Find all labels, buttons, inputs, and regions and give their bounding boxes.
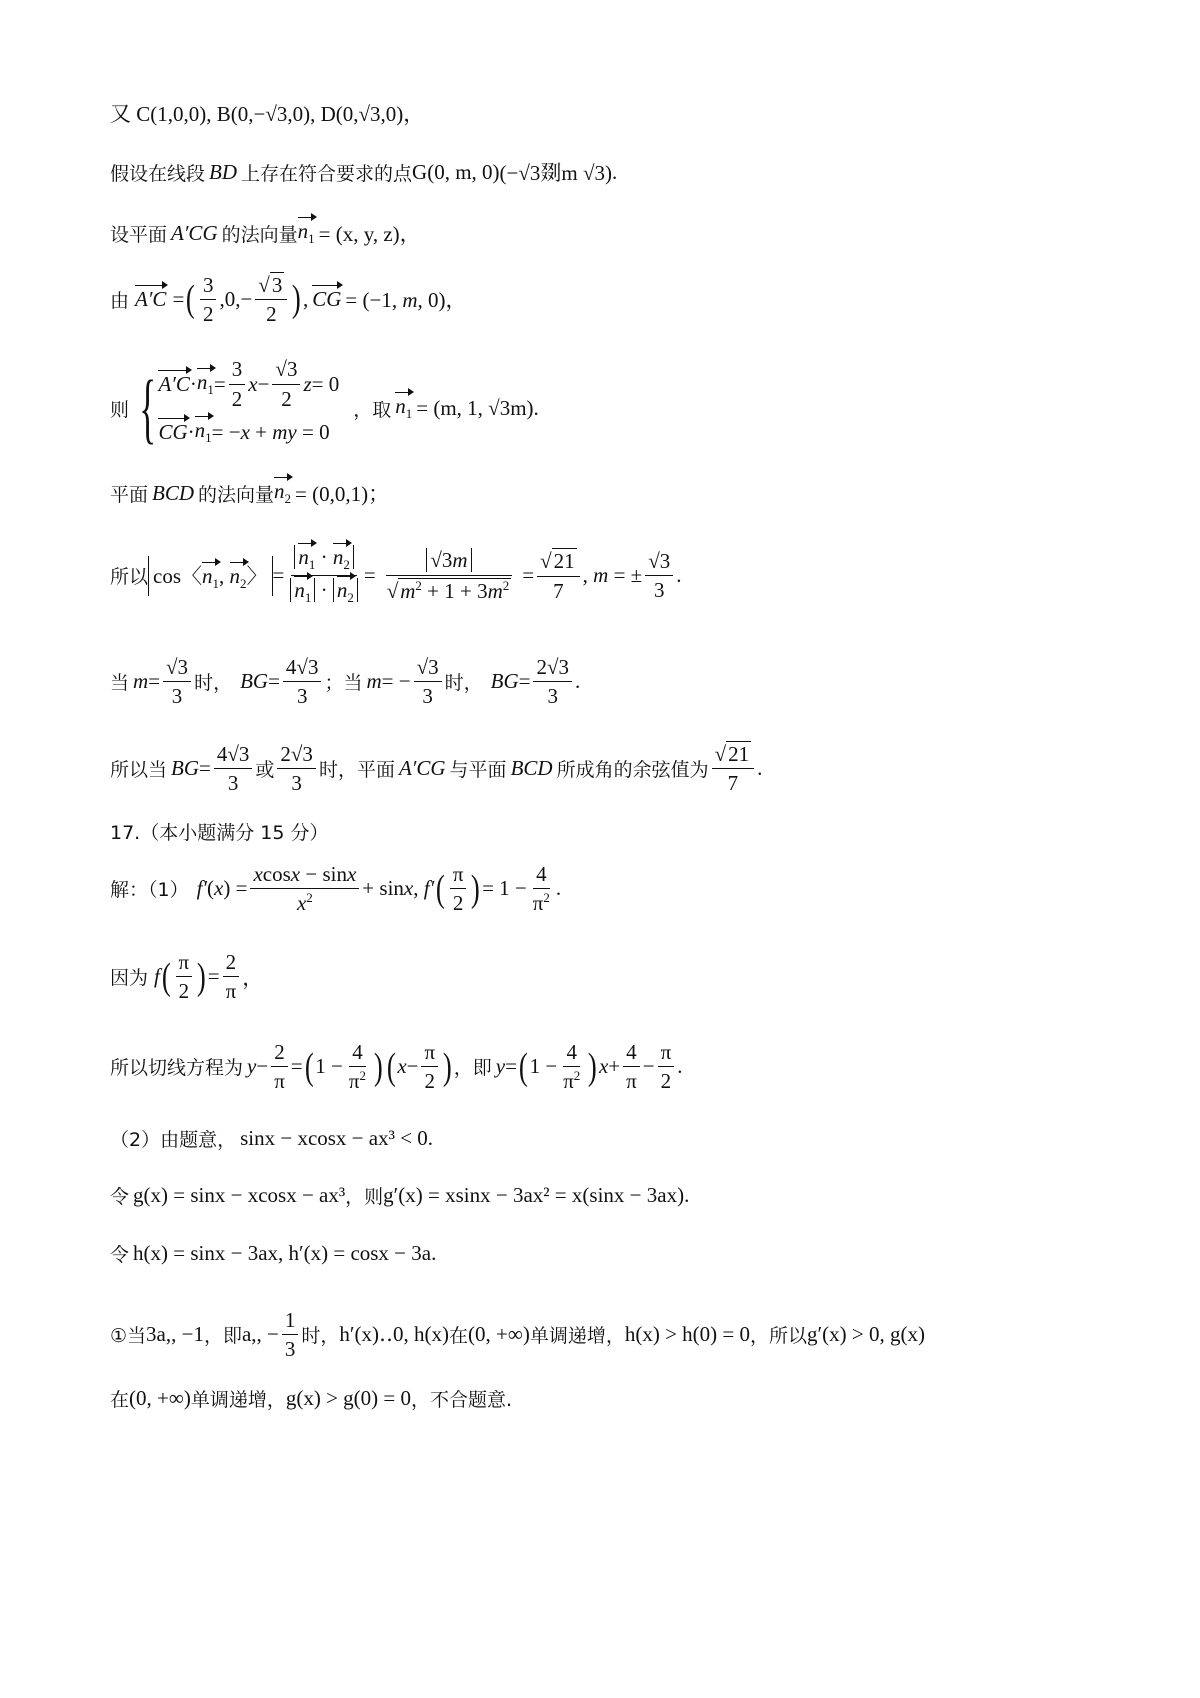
g-then: ，则 bbox=[345, 1186, 384, 1208]
conc-shi: 时，平面 bbox=[318, 758, 395, 781]
g-expr: g(x) = sinx − xcosx − ax³ bbox=[133, 1183, 346, 1207]
case1-p4: 在 bbox=[449, 1325, 469, 1348]
case1-p2: ，即 bbox=[203, 1325, 242, 1348]
assume-end: . bbox=[612, 159, 618, 184]
tangent-prefix: 所以切线方程为 bbox=[110, 1057, 244, 1080]
ze-prefix: 则 bbox=[110, 398, 130, 421]
case1-p6: ，所以 bbox=[750, 1325, 808, 1348]
case1-e6: g′(x) > 0, g(x) bbox=[807, 1322, 925, 1347]
vec-ac: A′C bbox=[135, 286, 167, 311]
shi-2: 时， bbox=[444, 672, 483, 695]
normal-mid: 的法向量 bbox=[221, 223, 298, 246]
case1-p5: 单调递增， bbox=[529, 1325, 625, 1348]
jie-prefix: 解：（1） bbox=[110, 879, 189, 902]
line-normal-vector bbox=[110, 218, 421, 248]
line-case1: ①当 3a,, −1 ，即 a,, − $\frac{1}{3}$ 时， h′(x)‥0, h(x) 在 (0, +∞) 单调递增， h(x) > h(0) = 0 ，所以 g′(x) > 0, g(x) bbox=[110, 1308, 925, 1362]
case1-e1: 3a,, −1 bbox=[146, 1322, 204, 1347]
plane-acg: A′CG bbox=[171, 220, 218, 245]
line-conclusion: 所以当 BG = $\frac{4√3}{3}$ 或 $\frac{2√3}{3}$ 时，平面 A′CG 与平面 BCD 所成角的余弦值为 √ 21 7 . bbox=[110, 741, 763, 796]
n2-value: = (0,0,1)； bbox=[295, 482, 390, 506]
cont-p1: 在 bbox=[110, 1389, 130, 1411]
plane-bcd: BCD bbox=[152, 480, 195, 505]
line-coordinates bbox=[110, 98, 424, 128]
bg-end: . bbox=[575, 669, 581, 694]
line-vectors: 由 A′C = ( $\frac{3}{2}$ ,0,− √ 3 2 ) , CG = (−1, m, 0)， bbox=[110, 272, 467, 327]
case1-e4: (0, +∞) bbox=[468, 1322, 530, 1347]
ling-h-prefix: 令 bbox=[110, 1244, 130, 1266]
plane-prefix: 平面 bbox=[110, 483, 149, 506]
dang-prefix: 当 bbox=[110, 672, 130, 695]
problem-17-text: 17.（本小题满分 15 分） bbox=[110, 822, 329, 844]
plane-mid: 的法向量 bbox=[198, 483, 275, 506]
conc-prefix: 所以当 bbox=[110, 758, 168, 781]
line-system: 则 { A′C · $n_1$ = $\frac{3}{2}$ x − $\frac{√3}{2}$ z = 0 CG · $n_1$ = −x + my = 0 ，取 $n_1$ = (m, 1, √3m). bbox=[110, 357, 539, 451]
part2-expr: sinx − xcosx − ax³ < 0. bbox=[240, 1126, 433, 1150]
tangent-mid: ，即 bbox=[453, 1057, 492, 1080]
point-range: (−√3剟m √3) bbox=[499, 161, 612, 185]
line-f-value: 因为 f ( $\frac{\pi}{2}$ ) = $\frac{2}{\pi}$ ， bbox=[110, 950, 264, 1004]
problem-17-heading bbox=[110, 818, 328, 845]
assume-prefix: 假设在线段 bbox=[110, 162, 206, 185]
shi-1: 时， bbox=[194, 672, 233, 695]
conc-with: 与平面 bbox=[449, 758, 507, 781]
semi-dang: ；当 bbox=[324, 672, 363, 695]
line-part2 bbox=[110, 1125, 433, 1152]
line-cosine: 所以 cos〈$n_1$, $n_2$〉 = $\frac{n_1 \cdot n_2}{n_1 \cdot n_2}$ = √3m √ $m^2 + 1 + 3m^2$ = √ 21 7 , m = ± $\frac{√3}{3}$ . bbox=[110, 545, 682, 606]
n1-vector: $n_1$ bbox=[297, 218, 315, 247]
line-case1-cont bbox=[110, 1385, 512, 1412]
take-text: ，取 bbox=[353, 398, 392, 421]
case1-p3: 时， bbox=[301, 1325, 340, 1348]
normal-value: = (x, y, z)， bbox=[318, 222, 421, 246]
case1-e5: h(x) > h(0) = 0 bbox=[624, 1322, 751, 1347]
conc-tail: 所成角的余弦值为 bbox=[556, 758, 709, 781]
you-prefix: 由 bbox=[110, 289, 130, 312]
h-expr: h(x) = sinx − 3ax, h′(x) = cosx − 3a. bbox=[133, 1241, 437, 1265]
suoyi-prefix: 所以 bbox=[110, 566, 149, 589]
case1-e2: a,, − bbox=[241, 1322, 279, 1347]
ling-g-prefix: 令 bbox=[110, 1186, 130, 1208]
point-g: G(0, m, 0) bbox=[412, 159, 500, 184]
line-assume-point bbox=[110, 157, 617, 187]
line-h-def bbox=[110, 1240, 436, 1267]
yinwei-prefix: 因为 bbox=[110, 967, 149, 990]
conc-end: . bbox=[757, 755, 763, 780]
cont-e1: (0, +∞) bbox=[129, 1386, 191, 1410]
coords-text: 又 C(1,0,0), B(0,−√3,0), D(0,√3,0)， bbox=[110, 102, 425, 126]
case1-e3: h′(x)‥0, h(x) bbox=[339, 1322, 449, 1347]
line-derivative: 解：（1） f′ (x) = $\frac{xcosx - \sin x}{x^2}$ + sinx, f′ ( $\frac{\pi}{2}$ ) = 1 − $\frac{4}{\pi^2}$ . bbox=[110, 862, 562, 916]
cont-e2: g(x) > g(0) = 0 bbox=[285, 1386, 412, 1410]
g-derivative: g′(x) = xsinx − 3ax² = x(sinx − 3ax). bbox=[383, 1183, 690, 1207]
line-g-def bbox=[110, 1182, 689, 1209]
n1-value: = (m, 1, √3m). bbox=[416, 395, 539, 420]
normal-prefix: 设平面 bbox=[110, 223, 168, 246]
conc-huo: 或 bbox=[255, 758, 275, 781]
part2-prefix: （2）由题意， bbox=[110, 1129, 237, 1151]
case1-p1: ①当 bbox=[110, 1325, 147, 1348]
line-tangent: 所以切线方程为 y − $\frac{2}{\pi}$ = ( 1 − $\frac{4}{\pi^2}$ ) ( x − $\frac{\pi}{2}$ ) ，即 y = ( 1 − $\frac{4}{\pi^2}$ ) x + $\frac{4}{\pi}$ − $\frac{\pi}{2}$ . bbox=[110, 1040, 683, 1094]
cont-p2: 单调递增， bbox=[190, 1389, 286, 1411]
segment-bd: BD bbox=[209, 159, 238, 184]
cont-p3: ，不合题意. bbox=[411, 1389, 513, 1411]
assume-mid: 上存在符合要求的点 bbox=[241, 162, 413, 185]
line-plane-bcd: 平面 BCD 的法向量 $n_2$ = (0,0,1)； bbox=[110, 478, 390, 507]
line-bg-values: 当 m = $\frac{√3}{3}$ 时， BG = $\frac{4√3}{3}$ ；当 m = − $\frac{√3}{3}$ 时， BG = $\frac{2√3}{3}$ . bbox=[110, 655, 581, 709]
